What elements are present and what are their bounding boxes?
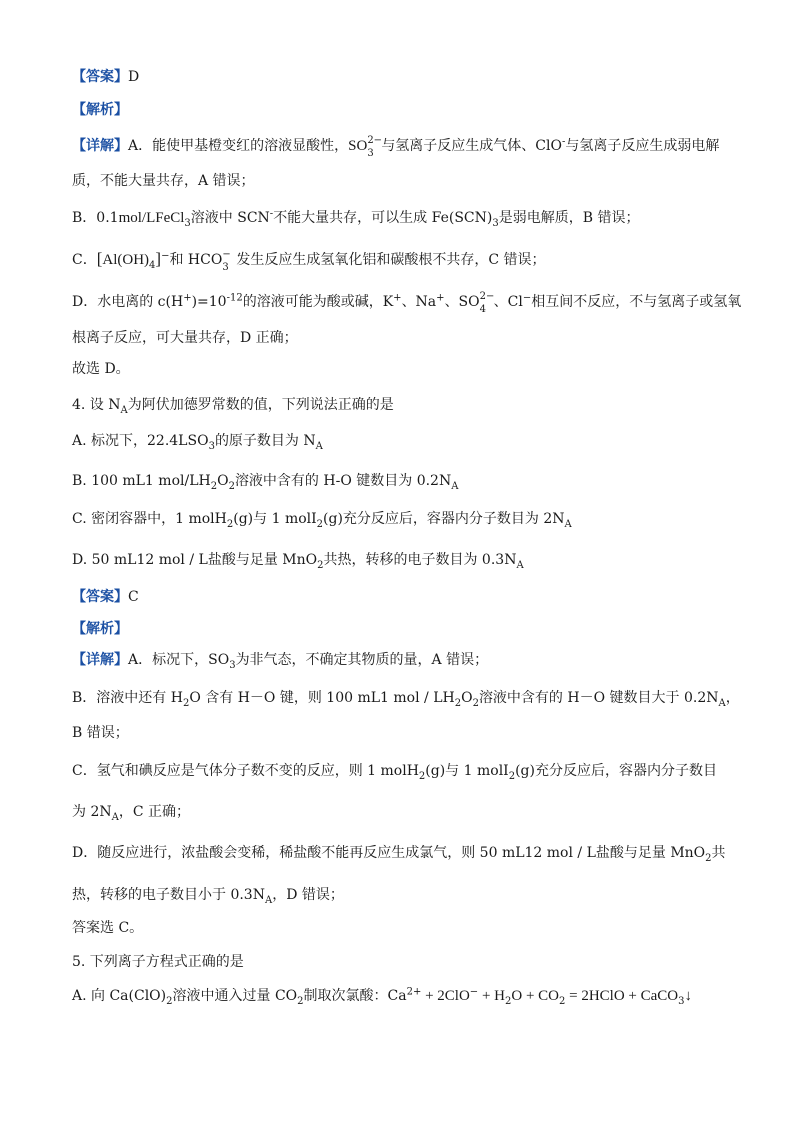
sup: −	[469, 986, 479, 998]
sub: A	[516, 559, 524, 571]
text: C．	[72, 252, 97, 268]
sup: +	[436, 292, 445, 304]
text: (g)与 1 molI	[233, 511, 317, 527]
sub: 2	[454, 697, 462, 709]
sub: 2	[418, 770, 426, 782]
text: ，D 错误；	[272, 887, 344, 903]
sub: A	[264, 894, 273, 906]
text: 、SO	[444, 294, 480, 310]
formula: SO	[348, 138, 368, 154]
sub: A	[451, 480, 459, 492]
q5-option-a	[72, 987, 722, 1005]
q4-detail-c-line2	[72, 803, 722, 821]
sub: A	[718, 697, 726, 709]
sub: 2	[316, 518, 324, 530]
q4-option-b	[72, 472, 722, 490]
sub: 2	[472, 697, 479, 709]
text: 共热，转移的电子数目为 0.3N	[323, 552, 517, 568]
sub: 3	[492, 217, 499, 229]
answer-tag: 【答案】	[72, 589, 128, 605]
text: D．水电离的 c(H	[72, 294, 184, 310]
text: D. 50 mL12 mol / L盐酸与足量 MnO	[72, 552, 318, 568]
analysis-tag: 【解析】	[72, 102, 128, 118]
text: 为阿伏加德罗常数的值，下列说法正确的是	[127, 397, 394, 413]
text: O 含有 H－O 键，则 100 mL1 mol / LH	[189, 690, 455, 706]
bracket-close: ]	[155, 249, 162, 268]
q3-analysis-line	[72, 101, 722, 119]
formula: O + CO	[511, 988, 559, 1004]
q4-option-a	[72, 432, 722, 450]
sub: 2	[317, 559, 324, 571]
text: B．0.1	[72, 210, 119, 226]
text: C. 密闭容器中，1 molH	[72, 511, 227, 527]
detail-tag: 【详解】	[72, 138, 128, 154]
q3-detail-a-line1	[72, 135, 722, 159]
text: 的溶液可能为酸或碱，K	[242, 294, 394, 310]
sup: 2−	[367, 135, 383, 146]
q3-answer-line	[72, 68, 722, 86]
q4-conclusion: 答案选 C。	[72, 920, 144, 936]
text: 为 2N	[72, 804, 112, 820]
precipitate-arrow: ↓	[684, 988, 693, 1004]
sup: 2−	[479, 291, 495, 302]
q4-option-d	[72, 551, 722, 569]
text: 的原子数目为 N	[214, 433, 316, 449]
q3-detail-c	[72, 249, 722, 273]
text: 制取次氯酸：Ca	[303, 988, 407, 1004]
sub: 2	[297, 995, 304, 1007]
sub: 2	[166, 995, 173, 1007]
text: 不能大量共存，可以生成 Fe(SCN)	[273, 210, 493, 226]
text: O	[217, 473, 229, 489]
sub: 2	[182, 697, 190, 709]
sub: A	[315, 440, 323, 452]
text: 共	[711, 845, 726, 861]
text: A. 向 Ca(ClO)	[72, 988, 167, 1004]
sup: −	[222, 249, 231, 260]
sub: A	[564, 518, 572, 530]
text: (g)充分反应后，容器内分子数目	[515, 763, 717, 779]
text: 是弱电解质，B 错误；	[498, 210, 640, 226]
q4-detail-b-line2: B 错误；	[72, 725, 129, 741]
sub: 3	[367, 148, 374, 159]
text: A．标况下，SO	[128, 652, 230, 668]
q4-detail-d-line1	[72, 844, 726, 864]
text: ，C 正确；	[118, 804, 191, 820]
sub: 2	[504, 995, 512, 1007]
text: 热，转移的电子数目小于 0.3N	[72, 887, 265, 903]
q5-stem: 5. 下列离子方程式正确的是	[72, 954, 244, 970]
sup: +	[183, 292, 192, 304]
q4-detail-d-line2	[72, 886, 722, 904]
q3-detail-b	[72, 209, 722, 227]
q4-option-c	[72, 510, 722, 528]
answer-value: D	[128, 69, 140, 85]
analysis-tag: 【解析】	[72, 621, 128, 637]
text: B．溶液中还有 H	[72, 690, 183, 706]
answer-value: C	[128, 589, 139, 605]
detail-tag: 【详解】	[72, 652, 128, 668]
sub: 3	[184, 217, 191, 229]
q4-detail-a	[72, 651, 722, 669]
sub: 4	[149, 259, 156, 271]
sup: −	[522, 292, 532, 304]
text: 和 HCO	[169, 252, 223, 268]
q4-answer-line	[72, 588, 722, 606]
sub: 2	[226, 518, 234, 530]
formula: = 2HClO + CaCO	[565, 988, 679, 1004]
answer-tag: 【答案】	[72, 69, 128, 85]
ion-charge	[479, 291, 495, 315]
sup: -	[561, 136, 566, 148]
sub: 3	[208, 440, 215, 452]
text: 4. 设 N	[72, 397, 121, 413]
sub: A	[120, 404, 128, 416]
sup: −	[161, 250, 170, 262]
text: 溶液中 SCN	[190, 210, 270, 226]
sup: -	[269, 208, 274, 220]
formula: mol/LFeCl	[118, 210, 185, 226]
q4-detail-b-line1	[72, 689, 740, 709]
sub: 2	[508, 770, 516, 782]
text: 溶液中通入过量 CO	[172, 988, 298, 1004]
sup: 2+	[406, 986, 422, 998]
q3-detail-d-line2: 根离子反应，可大量共存，D 正确；	[72, 330, 298, 346]
sub: 3	[222, 262, 229, 273]
text: A．能使甲基橙变红的溶液显酸性，	[128, 138, 349, 154]
sub: 4	[479, 304, 487, 315]
sub: A	[111, 811, 119, 823]
text: 溶液中含有的 H-O 键数目为 0.2N	[234, 473, 452, 489]
text: (g)与 1 molI	[425, 763, 509, 779]
text: 溶液中含有的 H－O 键数目大于 0.2N	[478, 690, 719, 706]
q4-stem	[72, 396, 722, 414]
sub: 3	[678, 995, 685, 1007]
formula: Al(OH)	[102, 252, 150, 268]
text: 与氢离子反应生成气体、ClO	[381, 138, 562, 154]
sub: 3	[229, 659, 236, 671]
ion-charge	[222, 249, 236, 273]
text: )=10	[191, 294, 227, 310]
q3-detail-d-line1	[72, 291, 742, 315]
sub: 2	[705, 852, 712, 864]
text: 相互间不反应，不与氢离子或氢氧	[531, 294, 742, 310]
text: 发生反应生成氢氧化铝和碳酸根不共存，C 错误；	[236, 252, 546, 268]
q3-conclusion: 故选 D。	[72, 361, 130, 377]
formula: + H	[478, 988, 505, 1004]
text: D．随反应进行，浓盐酸会变稀，稀盐酸不能再反应生成氯气，则 50 mL12 mol / L盐酸与足量 MnO	[72, 845, 706, 861]
text: 、Na	[401, 294, 437, 310]
q4-detail-c-line1	[72, 762, 722, 780]
text: A. 标况下，22.4LSO	[72, 433, 209, 449]
formula: + 2ClO	[421, 988, 470, 1004]
bracket-open: [	[96, 249, 103, 268]
text: B. 100 mL1 mol/LH	[72, 473, 211, 489]
text: 与氢离子反应生成弱电解	[565, 138, 720, 154]
sub: 2	[559, 995, 566, 1007]
text: ，	[725, 690, 740, 706]
sup: +	[393, 292, 402, 304]
sub: 2	[210, 480, 218, 492]
text: (g)充分反应后，容器内分子数目为 2N	[323, 511, 565, 527]
text: C．氢气和碘反应是气体分子数不变的反应，则 1 molH	[72, 763, 419, 779]
sub: 2	[228, 480, 235, 492]
text: 、Cl	[493, 294, 523, 310]
text: 为非气态，不确定其物质的量，A 错误；	[235, 652, 489, 668]
ion-charge	[367, 135, 383, 159]
text: O	[461, 690, 473, 706]
q4-analysis-line	[72, 620, 722, 638]
q3-detail-a-line2: 质，不能大量共存，A 错误；	[72, 173, 255, 189]
sup: -12	[226, 292, 243, 304]
